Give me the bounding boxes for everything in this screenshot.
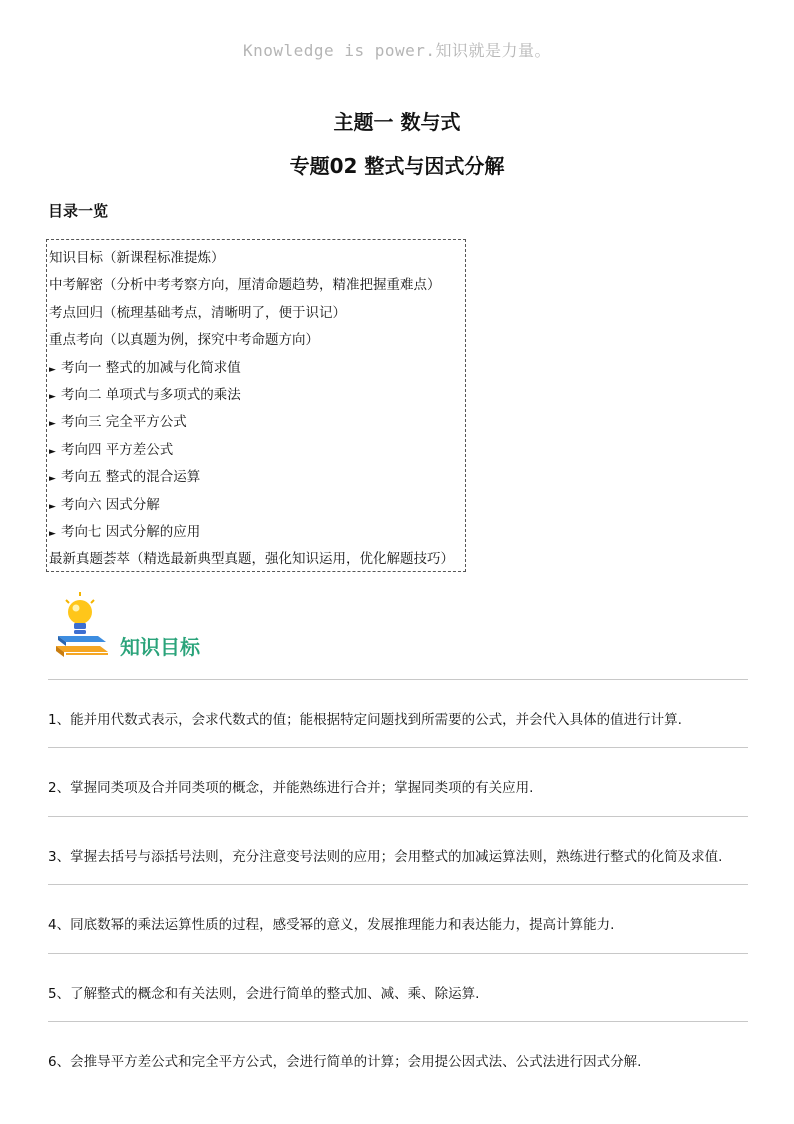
toc-heading: 目录一览	[48, 202, 109, 220]
toc-item-label: 考向二 单项式与多项式的乘法	[61, 386, 241, 403]
main-title: 主题一 数与式	[333, 110, 461, 134]
divider	[48, 884, 748, 885]
objective-item: 4、同底数幂的乘法运算性质的过程，感受幂的意义，发展推理能力和表达能力，提高计算能力.	[48, 917, 615, 933]
toc-item-label: 考向五 整式的混合运算	[61, 469, 201, 486]
toc-item[interactable]	[47, 382, 465, 409]
toc-item[interactable]	[47, 327, 465, 354]
divider	[48, 953, 748, 954]
objective-item: 2、掌握同类项及合并同类项的概念，并能熟练进行合并；掌握同类项的有关应用.	[48, 780, 534, 796]
toc-item[interactable]	[47, 464, 465, 491]
toc-item-label: 中考解密（分析中考考察方向，厘清命题趋势，精准把握重难点）	[49, 277, 441, 294]
arrow-right-icon: ►	[49, 501, 56, 512]
divider	[48, 747, 748, 748]
arrow-right-icon: ►	[49, 528, 56, 539]
toc-item-label: 考点回归（梳理基础考点，清晰明了，便于识记）	[49, 304, 346, 321]
toc-item-label: 考向四 平方差公式	[61, 441, 174, 458]
arrow-right-icon: ►	[49, 391, 56, 402]
toc-item-label: 考向六 因式分解	[61, 496, 160, 513]
toc-item[interactable]	[47, 437, 465, 464]
objective-item: 5、了解整式的概念和有关法则，会进行简单的整式加、减、乘、除运算.	[48, 986, 480, 1002]
toc-item[interactable]	[47, 300, 465, 327]
toc-item-label: 重点考向（以真题为例，探究中考命题方向）	[49, 332, 319, 349]
toc-box	[46, 239, 466, 572]
toc-item[interactable]	[47, 492, 465, 519]
arrow-right-icon: ►	[49, 474, 56, 485]
objective-item: 6、会推导平方差公式和完全平方公式，会进行简单的计算；会用提公因式法、公式法进行因式分解.	[48, 1054, 642, 1070]
arrow-right-icon: ►	[49, 364, 56, 375]
toc-item[interactable]	[47, 519, 465, 546]
toc-item[interactable]	[47, 409, 465, 436]
toc-item-label: 考向七 因式分解的应用	[61, 523, 201, 540]
divider	[48, 679, 748, 680]
sub-title: 专题02 整式与因式分解	[289, 154, 505, 178]
toc-item-label: 考向三 完全平方公式	[61, 414, 187, 431]
arrow-right-icon: ►	[49, 419, 56, 430]
header-motto: Knowledge is power.知识就是力量。	[242, 41, 552, 60]
objective-item: 1、能并用代数式表示，会求代数式的值；能根据特定问题找到所需要的公式，并会代入具体的值进行计算.	[48, 712, 682, 728]
arrow-right-icon: ►	[49, 446, 56, 457]
objective-item: 3、掌握去括号与添括号法则，充分注意变号法则的应用；会用整式的加减运算法则，熟练进行整式的化简及求值.	[48, 849, 723, 865]
toc-item-label: 最新真题荟萃（精选最新典型真题，强化知识运用，优化解题技巧）	[49, 551, 454, 568]
toc-item[interactable]	[47, 245, 465, 272]
section-title: 知识目标	[120, 635, 200, 659]
toc-item[interactable]	[47, 546, 465, 573]
divider	[48, 1021, 748, 1022]
lightbulb-books-icon	[52, 590, 116, 662]
toc-item-label: 考向一 整式的加减与化简求值	[61, 359, 241, 376]
toc-item[interactable]	[47, 355, 465, 382]
toc-item[interactable]	[47, 272, 465, 299]
divider	[48, 816, 748, 817]
toc-item-label: 知识目标（新课程标准提炼）	[49, 250, 225, 266]
